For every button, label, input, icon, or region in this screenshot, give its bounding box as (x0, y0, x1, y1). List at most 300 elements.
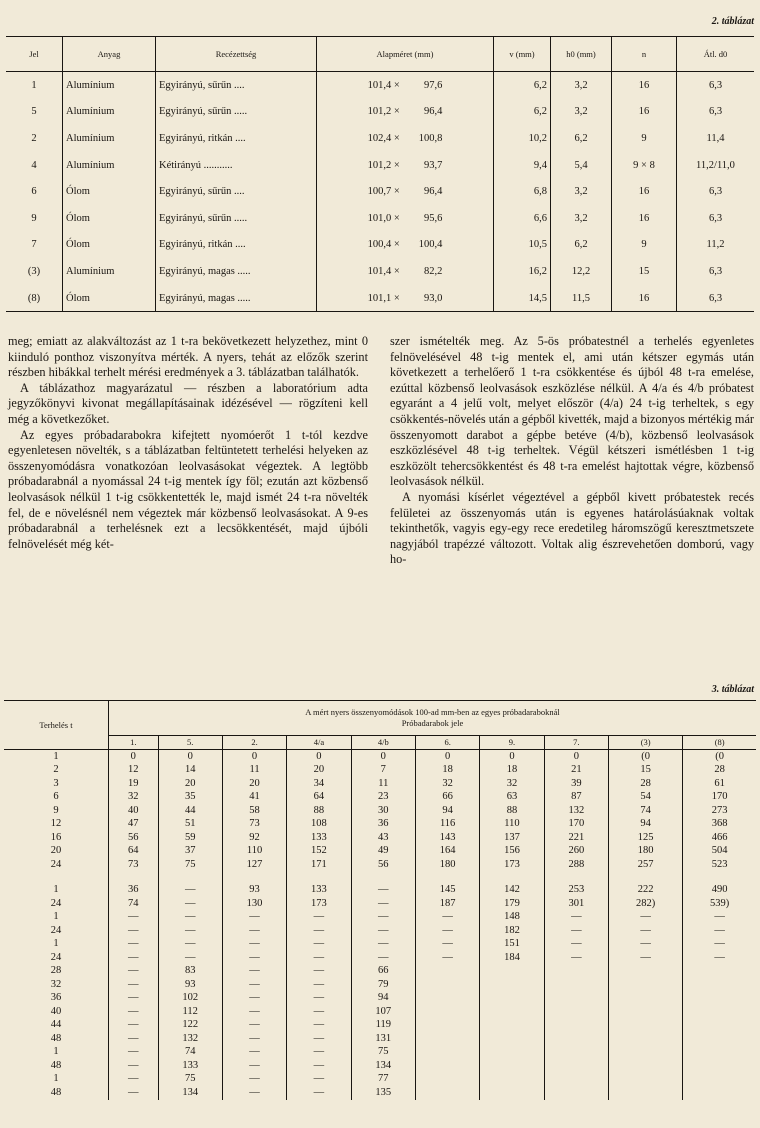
gap-cell (544, 872, 608, 884)
cell-value: — (158, 951, 222, 965)
cell-value (544, 1046, 608, 1060)
cell-value: — (222, 1032, 286, 1046)
cell-value: 21 (544, 764, 608, 778)
cell-value: 37 (158, 845, 222, 859)
cell-value: 18 (415, 764, 479, 778)
cell-value: 73 (222, 818, 286, 832)
cell-recezettseg: Egyirányú, sűrűn ..... (156, 99, 317, 126)
cell-value: 32 (415, 777, 479, 791)
cell-value: — (351, 897, 415, 911)
cell-h: 6,2 (551, 125, 612, 152)
cell-value: — (415, 938, 479, 952)
cell-value (609, 1032, 683, 1046)
cell-value: 61 (683, 777, 756, 791)
cell-alap (317, 285, 494, 312)
cell-value: 490 (683, 884, 756, 898)
cell-value: 222 (609, 884, 683, 898)
table-row (4, 978, 756, 992)
cell-value: — (222, 924, 286, 938)
cell-value: 134 (351, 1059, 415, 1073)
cell-value: — (287, 965, 351, 979)
cell-value: 66 (351, 965, 415, 979)
cell-value (683, 1046, 756, 1060)
cell-v: 10,5 (494, 232, 551, 259)
cell-value: 43 (351, 831, 415, 845)
cell-terheles: 24 (50, 951, 62, 963)
cell-value: 0 (109, 750, 159, 764)
cell-value: 142 (480, 884, 544, 898)
table-row (4, 750, 756, 764)
cell-value: 94 (609, 818, 683, 832)
cell-value: 119 (351, 1019, 415, 1033)
cell-value: 504 (683, 845, 756, 859)
cell-value: 64 (109, 845, 159, 859)
cell-jel: 4 (31, 159, 37, 171)
cell-terheles: 48 (50, 1059, 62, 1071)
cell-value: — (287, 951, 351, 965)
cell-value: — (222, 1073, 286, 1087)
cell-value: 49 (351, 845, 415, 859)
cell-value: — (287, 1032, 351, 1046)
table-row (4, 1005, 756, 1019)
gap-cell (109, 872, 159, 884)
cell-alap-b: 96,4 (424, 186, 443, 198)
cell-d: 6,3 (677, 99, 755, 126)
cell-terheles: 9 (53, 804, 59, 816)
table-row (4, 777, 756, 791)
block-gap (4, 872, 756, 884)
cell-value: — (109, 924, 159, 938)
cell-value: 133 (287, 831, 351, 845)
cell-value: — (287, 911, 351, 925)
times-sign: × (391, 79, 403, 91)
cell-value: — (109, 1019, 159, 1033)
cell-value: 59 (158, 831, 222, 845)
group-header-title: A mért nyers összenyomódások 100-ad mm-ben az egyes próbadaraboknál (305, 707, 560, 717)
cell-value (544, 1005, 608, 1019)
cell-recezettseg: Egyirányú, ritkán .... (156, 125, 317, 152)
gap-cell (351, 872, 415, 884)
cell-d: 6,3 (677, 285, 755, 312)
cell-value (609, 978, 683, 992)
cell-v: 14,5 (494, 285, 551, 312)
cell-value (609, 1005, 683, 1019)
cell-value: — (222, 1005, 286, 1019)
cell-terheles: 1 (53, 1046, 59, 1058)
table-row (6, 99, 754, 126)
cell-value (544, 1073, 608, 1087)
gap-cell (287, 872, 351, 884)
cell-value: — (351, 924, 415, 938)
cell-h: 5,4 (551, 152, 612, 179)
cell-value (480, 965, 544, 979)
header-alapmeret: Alapméret (mm) (317, 37, 494, 72)
header-jel: Jel (6, 37, 63, 72)
cell-value: — (351, 911, 415, 925)
cell-value (544, 1032, 608, 1046)
column-header: (8) (683, 736, 756, 750)
cell-anyag: Ólom (63, 205, 156, 232)
cell-value: 94 (415, 804, 479, 818)
cell-value: — (287, 1005, 351, 1019)
cell-terheles: 12 (50, 818, 62, 830)
cell-value (609, 1086, 683, 1100)
cell-value: 132 (544, 804, 608, 818)
cell-v: 6,2 (494, 99, 551, 126)
cell-value: 466 (683, 831, 756, 845)
cell-value: 0 (480, 750, 544, 764)
table-row (4, 831, 756, 845)
cell-value: — (222, 965, 286, 979)
table-row (4, 1019, 756, 1033)
cell-value: — (109, 1059, 159, 1073)
cell-value: 156 (480, 845, 544, 859)
cell-value: 40 (109, 804, 159, 818)
cell-v: 16,2 (494, 258, 551, 285)
cell-alap (317, 178, 494, 205)
cell-value: — (287, 938, 351, 952)
cell-terheles: 44 (50, 1019, 62, 1031)
cell-value: 74 (609, 804, 683, 818)
group-header (109, 701, 757, 736)
cell-alap-b: 82,2 (424, 265, 443, 277)
table-row (6, 178, 754, 205)
cell-jel: (3) (27, 265, 41, 277)
cell-value: 77 (351, 1073, 415, 1087)
cell-value: 18 (480, 764, 544, 778)
cell-h: 11,5 (551, 285, 612, 312)
cell-value (683, 978, 756, 992)
cell-jel: (8) (6, 285, 63, 312)
cell-n: 16 (612, 205, 677, 232)
cell-recezettseg: Egyirányú, ritkán .... (156, 232, 317, 259)
cell-value: — (109, 1032, 159, 1046)
cell-alap (317, 205, 494, 232)
cell-value: — (109, 938, 159, 952)
table-row (6, 205, 754, 232)
cell-value: 0 (415, 750, 479, 764)
table-row (4, 791, 756, 805)
cell-value: 28 (609, 777, 683, 791)
cell-terheles: 3 (53, 777, 59, 789)
cell-value: — (109, 1086, 159, 1100)
cell-value (544, 1086, 608, 1100)
cell-alap (317, 152, 494, 179)
cell-value: 0 (544, 750, 608, 764)
cell-value (544, 1019, 608, 1033)
cell-value (415, 1019, 479, 1033)
cell-value: — (158, 911, 222, 925)
cell-value (683, 1032, 756, 1046)
cell-alap-a: 101,1 (367, 292, 392, 304)
cell-d: 6,3 (677, 258, 755, 285)
cell-value: — (544, 911, 608, 925)
cell-value: — (415, 924, 479, 938)
cell-value: — (683, 911, 756, 925)
cell-value: — (222, 938, 286, 952)
cell-h: 3,2 (551, 99, 612, 126)
cell-d: 6,3 (677, 178, 755, 205)
paragraph: A táblázathoz magyarázatul — részben a laboratórium adta jegyzőkönyvi kivonat megállapításainak idézésével — rögzíteni kell még a következőket. (8, 380, 368, 426)
cell-value: 127 (222, 858, 286, 872)
cell-value: (0 (683, 750, 756, 764)
cell-value (415, 1059, 479, 1073)
cell-value: — (109, 1046, 159, 1060)
cell-value: 170 (544, 818, 608, 832)
cell-value: 288 (544, 858, 608, 872)
table-row (6, 232, 754, 259)
cell-value: 173 (287, 897, 351, 911)
column-header: 5. (158, 736, 222, 750)
body-right-column (390, 334, 754, 568)
column-header: (3) (609, 736, 683, 750)
cell-value (415, 1032, 479, 1046)
cell-value: 539) (683, 897, 756, 911)
cell-value: 20 (222, 777, 286, 791)
cell-value: 15 (609, 764, 683, 778)
table-row (4, 1086, 756, 1100)
cell-value: 92 (222, 831, 286, 845)
cell-value (415, 1086, 479, 1100)
gap-cell (480, 872, 544, 884)
cell-terheles: 40 (50, 1005, 62, 1017)
cell-value: 368 (683, 818, 756, 832)
paragraph: szer ismételték meg. Az 5-ös próbatestnél a terhelés egyenletes felnövelésével 48 t-ig mentek el, ami után kétszer egymás után következett a terhelőerő 1 t-ra csökkentése és újból 48 t-ra emelése, ezúttal közbenső leolvasások eszközlése nélkül. A 4/a és 4/b próbatest egyaránt a 4 jelű volt, melyet először (4/a) 24 t-ig terheltek, s egy csökkentés-növelés után a gépből kivették, majd a bizonyos mértékig már összenyomott darabot a gépbe betéve (4/b), közbenső leolvasások eszközlésével 48 t-ig terheltek. Végül kétszeri ismétlésben 1 t-ig eszközölt tehercsökkentést és 48 t-ra emelést hajtottak végre, közbenső leolvasások nélkül. (390, 334, 754, 489)
cell-value: 133 (287, 884, 351, 898)
cell-value: 20 (287, 764, 351, 778)
cell-value: 28 (683, 764, 756, 778)
cell-n: 9 × 8 (612, 152, 677, 179)
times-sign: × (391, 265, 403, 277)
cell-alap-b: 100,4 (418, 239, 443, 251)
cell-recezettseg: Egyirányú, sűrűn .... (156, 72, 317, 99)
cell-value: 39 (544, 777, 608, 791)
table-row (4, 924, 756, 938)
cell-value: — (287, 1073, 351, 1087)
table-row (4, 1059, 756, 1073)
cell-value: — (351, 938, 415, 952)
gap-cell (4, 872, 109, 884)
cell-value: 143 (415, 831, 479, 845)
table3-caption: 3. táblázat (711, 684, 754, 695)
gap-cell (222, 872, 286, 884)
table-row (4, 897, 756, 911)
cell-alap-b: 95,6 (424, 212, 443, 224)
group-header-sub: Próbadarabok jele (401, 718, 464, 728)
cell-d: 11,4 (677, 125, 755, 152)
cell-recezettseg: Egyirányú, magas ..... (156, 258, 317, 285)
cell-value (544, 992, 608, 1006)
cell-v: 6,8 (494, 178, 551, 205)
cell-value: 34 (287, 777, 351, 791)
table-row (4, 965, 756, 979)
times-sign: × (391, 186, 403, 198)
table-row (4, 884, 756, 898)
cell-value (415, 1046, 479, 1060)
cell-d: 11,2 (677, 232, 755, 259)
cell-value (544, 1059, 608, 1073)
cell-recezettseg: Egyirányú, magas ..... (156, 285, 317, 312)
table-row (6, 152, 754, 179)
cell-anyag: Ólom (63, 232, 156, 259)
cell-recezettseg: Kétirányú ........... (156, 152, 317, 179)
cell-value: — (222, 1059, 286, 1073)
table-row (4, 938, 756, 952)
table2-caption: 2. táblázat (711, 16, 754, 27)
header-n: n (612, 37, 677, 72)
cell-value: 56 (109, 831, 159, 845)
cell-value: 102 (158, 992, 222, 1006)
cell-value: 148 (480, 911, 544, 925)
table-row (4, 1032, 756, 1046)
cell-value: — (609, 911, 683, 925)
cell-value: — (287, 978, 351, 992)
cell-terheles: 2 (53, 764, 59, 776)
header-terheles: Terhelés t (4, 701, 109, 750)
cell-value: — (609, 951, 683, 965)
cell-value: 23 (351, 791, 415, 805)
cell-value (609, 1046, 683, 1060)
cell-terheles: 1 (53, 911, 59, 923)
cell-value: 257 (609, 858, 683, 872)
cell-alap-b: 96,4 (424, 106, 443, 118)
gap-cell (158, 872, 222, 884)
header-d0: Átl. d0 (677, 37, 755, 72)
cell-value: 93 (222, 884, 286, 898)
cell-anyag: Alumínium (63, 258, 156, 285)
table-row (6, 72, 754, 99)
cell-anyag: Alumínium (63, 152, 156, 179)
body-left-column (8, 334, 368, 552)
cell-terheles: 48 (50, 1032, 62, 1044)
cell-value: — (683, 951, 756, 965)
cell-jel: 6 (31, 186, 37, 198)
header-anyag: Anyag (63, 37, 156, 72)
cell-value: — (109, 978, 159, 992)
cell-terheles: 48 (50, 1086, 62, 1098)
column-header: 7. (544, 736, 608, 750)
cell-alap-a: 101,2 (367, 106, 392, 118)
table-row (4, 992, 756, 1006)
cell-value: 112 (158, 1005, 222, 1019)
cell-value (415, 992, 479, 1006)
cell-value (415, 965, 479, 979)
cell-value: — (287, 1059, 351, 1073)
cell-value: 36 (351, 818, 415, 832)
cell-terheles: 36 (50, 992, 62, 1004)
cell-value: 133 (158, 1059, 222, 1073)
header-v: v (mm) (494, 37, 551, 72)
cell-value (480, 1046, 544, 1060)
table-row (4, 858, 756, 872)
cell-value (480, 992, 544, 1006)
cell-value: — (222, 1046, 286, 1060)
cell-value: 116 (415, 818, 479, 832)
cell-alap-b: 97,6 (424, 79, 443, 91)
cell-anyag: Ólom (63, 178, 156, 205)
cell-v: 9,4 (494, 152, 551, 179)
cell-n: 16 (612, 72, 677, 99)
cell-v: 6,6 (494, 205, 551, 232)
cell-value: — (544, 938, 608, 952)
cell-alap-b: 93,7 (424, 159, 443, 171)
table-row (4, 951, 756, 965)
times-sign: × (391, 159, 403, 171)
paragraph: meg; emiatt az alakváltozást az 1 t-ra bekövetkezett helyzethez, mint 0 kiinduló ponthoz viszonyítva mérték. A nyers, tehát az előzők szerint részben hibákkal terhelt mérési eredmények a 3. táblázatban találhatók. (8, 334, 368, 380)
cell-value: 88 (480, 804, 544, 818)
cell-alap-a: 100,7 (367, 186, 392, 198)
cell-value: 184 (480, 951, 544, 965)
cell-value: 75 (351, 1046, 415, 1060)
cell-value: 108 (287, 818, 351, 832)
cell-value: 66 (415, 791, 479, 805)
cell-value: — (415, 951, 479, 965)
cell-value: 260 (544, 845, 608, 859)
cell-value: — (109, 1073, 159, 1087)
table-row (4, 911, 756, 925)
header-recezettseg: Recézettség (156, 37, 317, 72)
cell-recezettseg: Egyirányú, sűrűn .... (156, 178, 317, 205)
cell-h: 12,2 (551, 258, 612, 285)
times-sign: × (391, 106, 403, 118)
cell-value: — (222, 1019, 286, 1033)
cell-value: 107 (351, 1005, 415, 1019)
cell-jel: 9 (31, 212, 37, 224)
cell-value: 58 (222, 804, 286, 818)
column-header: 1. (109, 736, 159, 750)
cell-value: 41 (222, 791, 286, 805)
cell-value (480, 1005, 544, 1019)
cell-value (415, 1073, 479, 1087)
cell-value: — (415, 911, 479, 925)
cell-terheles: 16 (50, 831, 62, 843)
cell-value: 47 (109, 818, 159, 832)
cell-value: 35 (158, 791, 222, 805)
cell-value (609, 992, 683, 1006)
cell-alap (317, 72, 494, 99)
cell-value: 94 (351, 992, 415, 1006)
cell-value: 56 (351, 858, 415, 872)
cell-value: — (544, 924, 608, 938)
column-header: 4/a (287, 736, 351, 750)
cell-value (683, 1005, 756, 1019)
cell-value: 87 (544, 791, 608, 805)
cell-alap (317, 99, 494, 126)
cell-value: — (287, 1046, 351, 1060)
cell-value: 0 (287, 750, 351, 764)
cell-value: 73 (109, 858, 159, 872)
cell-alap-b: 93,0 (424, 292, 443, 304)
cell-value: 171 (287, 858, 351, 872)
cell-value (480, 1073, 544, 1087)
cell-terheles: 6 (53, 791, 59, 803)
cell-value (609, 1073, 683, 1087)
paragraph: Az egyes próbadarabokra kifejtett nyomóerőt 1 t-tól kezdve egyenletesen növelték, s a táblázatban feltüntetett terhelési helyeken az összenyomódásra vonatkozóan leolvasásokat végeztek. A legtöbb próbadarabnál a nyomással 24 t-ig mentek így föl; ezután azt közbenső leolvasások nélkül 1 t-ig csökkentették le, majd ismét 24 t-ra növelték fel, de e növelésnél nem végeztek már közbenső leolvasásokat. A 9-es próbadarabnál a terhelésnek ezt a lecsökkentését, majd újbóli felnövelését még két- (8, 427, 368, 551)
cell-value: 180 (415, 858, 479, 872)
cell-n: 16 (612, 99, 677, 126)
cell-value: — (609, 938, 683, 952)
cell-value (683, 1019, 756, 1033)
cell-alap-a: 101,2 (367, 159, 392, 171)
cell-value (609, 965, 683, 979)
cell-anyag: Alumínium (63, 72, 156, 99)
table-row (4, 1046, 756, 1060)
cell-value: 93 (158, 978, 222, 992)
cell-terheles: 1 (53, 1073, 59, 1085)
cell-value: 523 (683, 858, 756, 872)
cell-value: 132 (158, 1032, 222, 1046)
cell-value: — (609, 924, 683, 938)
